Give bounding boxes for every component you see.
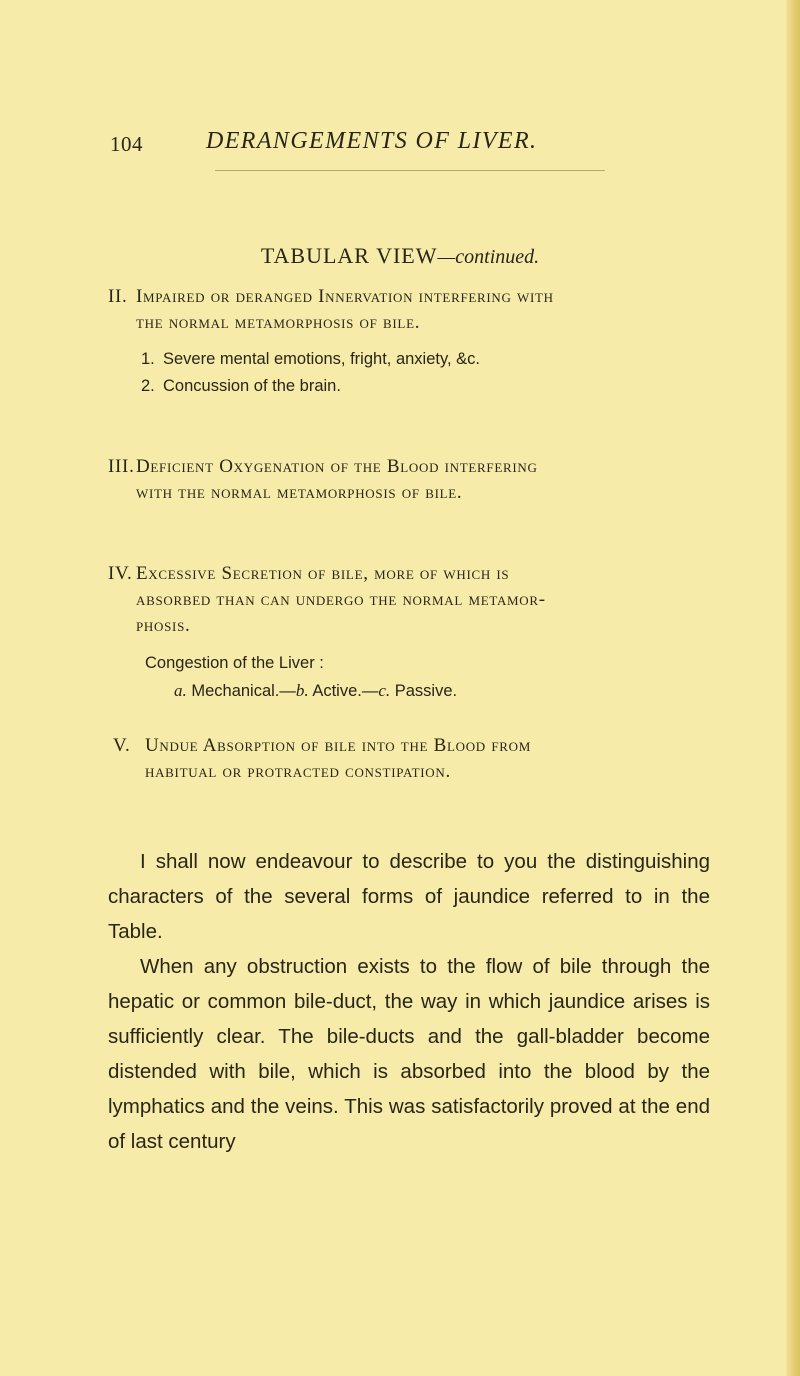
list-item-number: 2.	[141, 377, 155, 395]
section-title: TABULAR VIEW	[260, 243, 438, 268]
entry-numeral: II.	[108, 286, 128, 307]
list-item	[108, 346, 708, 373]
entry-heading-line: the normal metamorphosis of bile.	[136, 312, 421, 333]
section-heading	[0, 243, 800, 269]
entry-heading	[108, 733, 708, 759]
entry-heading-line: with the normal metamorphosis of bile.	[136, 482, 463, 503]
entry-heading-line: Deficient Oxygenation of the Blood interfering	[136, 456, 538, 477]
congestion-type: Active.—	[312, 682, 379, 700]
congestion-letter: b.	[295, 681, 309, 700]
entry-numeral: IV.	[108, 563, 133, 584]
table-entry-iii	[108, 454, 708, 506]
congestion-type: Passive.	[394, 682, 458, 700]
running-head	[110, 128, 710, 164]
list-item	[108, 373, 708, 400]
entry-heading-line: Impaired or deranged Innervation interfering with	[136, 286, 554, 307]
entry-numeral: V.	[113, 735, 131, 756]
congestion-type: Mechanical.—	[191, 682, 296, 700]
list-item-number: 1.	[141, 350, 155, 368]
table-entry-ii	[108, 284, 708, 400]
entry-heading-line: phosis.	[136, 615, 191, 636]
paragraph: When any obstruction exists to the flow of bile through the hepatic or common bile-duct, the way in which jaundice arises is sufficiently clear. The bile-ducts and the gall-bladder become distended with bile, which is absorbed into the blood by the lymphatics and the veins. This was satisfactorily proved at the end of last century	[108, 955, 710, 1153]
list-item-text: Severe mental emotions, fright, anxiety, &c.	[163, 350, 481, 368]
page-number: 104	[110, 132, 143, 156]
entry-heading	[108, 561, 708, 587]
entry-heading	[108, 284, 708, 310]
congestion-title: Congestion of the Liver :	[145, 654, 324, 672]
body-text	[108, 844, 710, 1159]
paragraph: I shall now endeavour to describe to you the distinguishing characters of the several forms of jaundice referred to in the Table.	[108, 850, 710, 943]
page-edge	[786, 0, 800, 1376]
entry-heading	[108, 454, 708, 480]
table-entry-iv	[108, 561, 708, 705]
entry-heading-line: absorbed than can undergo the normal metamor-	[136, 589, 546, 610]
entry-heading-line: habitual or protracted constipation.	[145, 761, 451, 782]
congestion-letter: a.	[174, 681, 187, 700]
table-entry-v	[108, 733, 708, 785]
entry-numeral: III.	[108, 456, 135, 477]
running-title: DERANGEMENTS OF LIVER.	[206, 128, 538, 154]
congestion-letter: c.	[378, 681, 391, 700]
entry-heading-line: Excessive Secretion of bile, more of which is	[136, 563, 510, 584]
congestion-types	[108, 677, 708, 705]
continued-label: —continued.	[437, 246, 540, 268]
header-rule	[215, 170, 605, 171]
entry-heading-line: Undue Absorption of bile into the Blood from	[145, 735, 531, 756]
list-item-text: Concussion of the brain.	[163, 377, 341, 395]
